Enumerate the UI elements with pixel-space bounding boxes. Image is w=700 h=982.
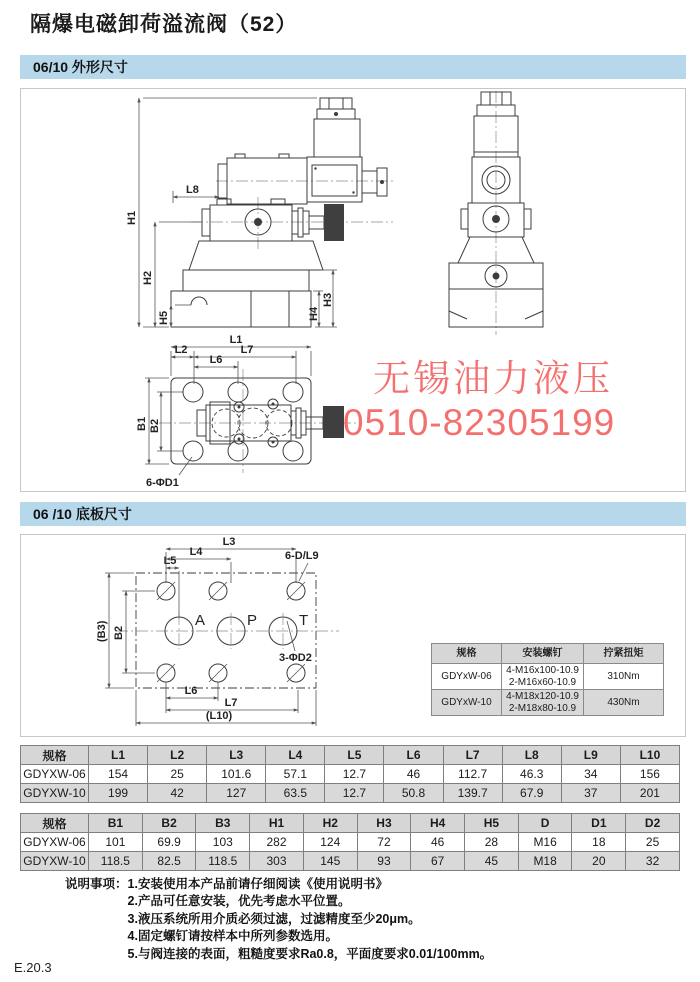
adjust-knob-top [323, 406, 344, 438]
col-header: D [518, 814, 572, 833]
dim-label-l4: L4 [189, 546, 203, 558]
dim-label-l3: L3 [222, 536, 236, 548]
cell: 124 [303, 833, 357, 852]
cell: 101.6 [207, 765, 266, 784]
screws-cell [502, 664, 584, 690]
cell: 201 [620, 784, 679, 803]
dim-label-h5: H5 [158, 310, 170, 325]
screws-cell [502, 690, 584, 716]
dim-label-h1: H1 [126, 210, 138, 225]
spec-cell: GDYxW-10 [432, 690, 502, 716]
cell: 45 [465, 852, 519, 871]
baseplate-drawing-frame [20, 534, 686, 737]
col-header: L7 [443, 746, 502, 765]
cell: 67 [411, 852, 465, 871]
dim-label-b2-plate: B2 [113, 625, 125, 640]
cell: 69.9 [142, 833, 196, 852]
col-header: 规格 [21, 814, 89, 833]
note-item: 1.安装使用本产品前请仔细阅读《使用说明书》 [127, 877, 388, 891]
cell: 93 [357, 852, 411, 871]
side-view [171, 98, 395, 327]
side-view-dimensions [126, 98, 337, 327]
cell: 82.5 [142, 852, 196, 871]
col-header: L5 [325, 746, 384, 765]
cell: 42 [148, 784, 207, 803]
dim-label-h4: H4 [308, 306, 320, 321]
dim-label-6-dl9: 6-D/L9 [285, 550, 319, 562]
cell: 18 [572, 833, 626, 852]
section-header-baseplate [20, 502, 686, 526]
dim-label-b3: (B3) [96, 620, 108, 642]
cell: 282 [250, 833, 304, 852]
col-header: L4 [266, 746, 325, 765]
spec-cell: GDYxW-06 [432, 664, 502, 690]
bh-dimension-table [20, 813, 680, 871]
torque-cell: 310Nm [584, 664, 664, 690]
dim-label-l6-plate: L6 [184, 685, 198, 697]
cell: 118.5 [89, 852, 143, 871]
col-header: 规格 [21, 746, 89, 765]
cell: M16 [518, 833, 572, 852]
col-header: B2 [142, 814, 196, 833]
col-header: L8 [502, 746, 561, 765]
cell: GDYXW-06 [21, 833, 89, 852]
screw-table-header: 规格 [432, 644, 502, 664]
dim-label-3-d2: 3-ΦD2 [279, 652, 312, 664]
front-view [449, 91, 543, 335]
table-row [21, 784, 680, 803]
dim-label-l2: L2 [174, 344, 188, 356]
cell: 72 [357, 833, 411, 852]
l-dimension-table [20, 745, 680, 803]
cell: 28 [465, 833, 519, 852]
col-header: D1 [572, 814, 626, 833]
note-item: 2.产品可任意安装，优先考虑水平位置。 [127, 894, 351, 909]
table-row [21, 852, 680, 871]
section-header-baseplate-label: 06 /10 底板尺寸 [33, 506, 132, 522]
table-header-row [21, 746, 680, 765]
col-header: H5 [465, 814, 519, 833]
col-header: H1 [250, 814, 304, 833]
cell: 57.1 [266, 765, 325, 784]
torque-cell: 430Nm [584, 690, 664, 716]
port-label-a: A [195, 612, 206, 629]
section-header-outline-label: 06/10 外形尺寸 [33, 59, 128, 75]
col-header: H3 [357, 814, 411, 833]
cell: 127 [207, 784, 266, 803]
cell: 46 [411, 833, 465, 852]
screw-table-header: 安装螺钉 [502, 644, 584, 664]
screw-table-row [432, 664, 664, 690]
cell: 25 [626, 833, 680, 852]
col-header: D2 [626, 814, 680, 833]
col-header: H4 [411, 814, 465, 833]
dim-label-h2: H2 [142, 270, 154, 285]
baseplate-plate [116, 573, 339, 688]
cell: 199 [89, 784, 148, 803]
cell: 103 [196, 833, 250, 852]
screw-line: 2-M18x80-10.9 [508, 702, 577, 714]
table-row [21, 765, 680, 784]
dim-label-b1: B1 [136, 416, 148, 431]
note-item: 4.固定螺钉请按样本中所列参数选用。 [127, 929, 338, 944]
cell: 25 [148, 765, 207, 784]
watermark [343, 357, 615, 446]
cell: 37 [561, 784, 620, 803]
cell: 34 [561, 765, 620, 784]
cell: 12.7 [325, 784, 384, 803]
top-view [159, 369, 359, 473]
cell: 63.5 [266, 784, 325, 803]
cell: 101 [89, 833, 143, 852]
port-label-p: P [247, 612, 258, 629]
col-header: H2 [303, 814, 357, 833]
dim-label-l8: L8 [186, 184, 199, 196]
cell: 303 [250, 852, 304, 871]
cell: 20 [572, 852, 626, 871]
dim-label-l6: L6 [209, 354, 223, 366]
screw-line: 4-M16x100-10.9 [506, 665, 579, 676]
page-title: 隔爆电磁卸荷溢流阀（52） [30, 13, 298, 36]
col-header: L2 [148, 746, 207, 765]
col-header: L9 [561, 746, 620, 765]
dim-label-l5: L5 [163, 555, 177, 567]
cell: 156 [620, 765, 679, 784]
notes-label: 说明事项： [65, 877, 128, 891]
col-header: L10 [620, 746, 679, 765]
col-header: B3 [196, 814, 250, 833]
page-number: E.20.3 [14, 960, 52, 975]
cell: 46.3 [502, 765, 561, 784]
port-label-t: T [299, 612, 309, 629]
cell: 12.7 [325, 765, 384, 784]
table-row [21, 833, 680, 852]
cell: 112.7 [443, 765, 502, 784]
cell: 145 [303, 852, 357, 871]
cell: 46 [384, 765, 443, 784]
col-header: L1 [89, 746, 148, 765]
outline-drawing-frame [20, 88, 686, 492]
watermark-line2: 0510-82305199 [343, 402, 616, 444]
cell: 67.9 [502, 784, 561, 803]
dim-label-l1: L1 [229, 334, 243, 346]
notes-block [65, 876, 492, 963]
adjust-knob-side [324, 204, 344, 241]
cell: 50.8 [384, 784, 443, 803]
dim-label-l7: L7 [240, 344, 254, 356]
col-header: B1 [89, 814, 143, 833]
section-header-outline [20, 55, 686, 79]
col-header: L6 [384, 746, 443, 765]
note-item: 5.与阀连接的表面，粗糙度要求Ra0.8，平面度要求0.01/100mm。 [127, 946, 493, 961]
cell: 139.7 [443, 784, 502, 803]
screw-line: 2-M16x60-10.9 [508, 676, 577, 688]
dim-label-l10: (L10) [205, 710, 233, 722]
cell: GDYXW-10 [21, 852, 89, 871]
cell: M18 [518, 852, 572, 871]
dim-label-6-d1: 6-ΦD1 [146, 477, 179, 489]
cell: 118.5 [196, 852, 250, 871]
screw-table-header: 拧紧扭矩 [584, 644, 664, 664]
col-header: L3 [207, 746, 266, 765]
table-header-row [21, 814, 680, 833]
cell: GDYXW-10 [21, 784, 89, 803]
cell: 154 [89, 765, 148, 784]
cell: GDYXW-06 [21, 765, 89, 784]
watermark-line1: 无锡油力液压 [373, 358, 613, 399]
screw-line: 4-M18x120-10.9 [506, 691, 579, 702]
dim-label-b2: B2 [149, 418, 161, 433]
mounting-screw-table [431, 643, 664, 716]
dim-label-h3: H3 [322, 292, 334, 307]
screw-table-row [432, 690, 664, 716]
dim-label-l7-plate: L7 [224, 697, 238, 709]
note-item: 3.液压系统所用介质必须过滤，过滤精度至少20μm。 [127, 911, 421, 926]
cell: 32 [626, 852, 680, 871]
